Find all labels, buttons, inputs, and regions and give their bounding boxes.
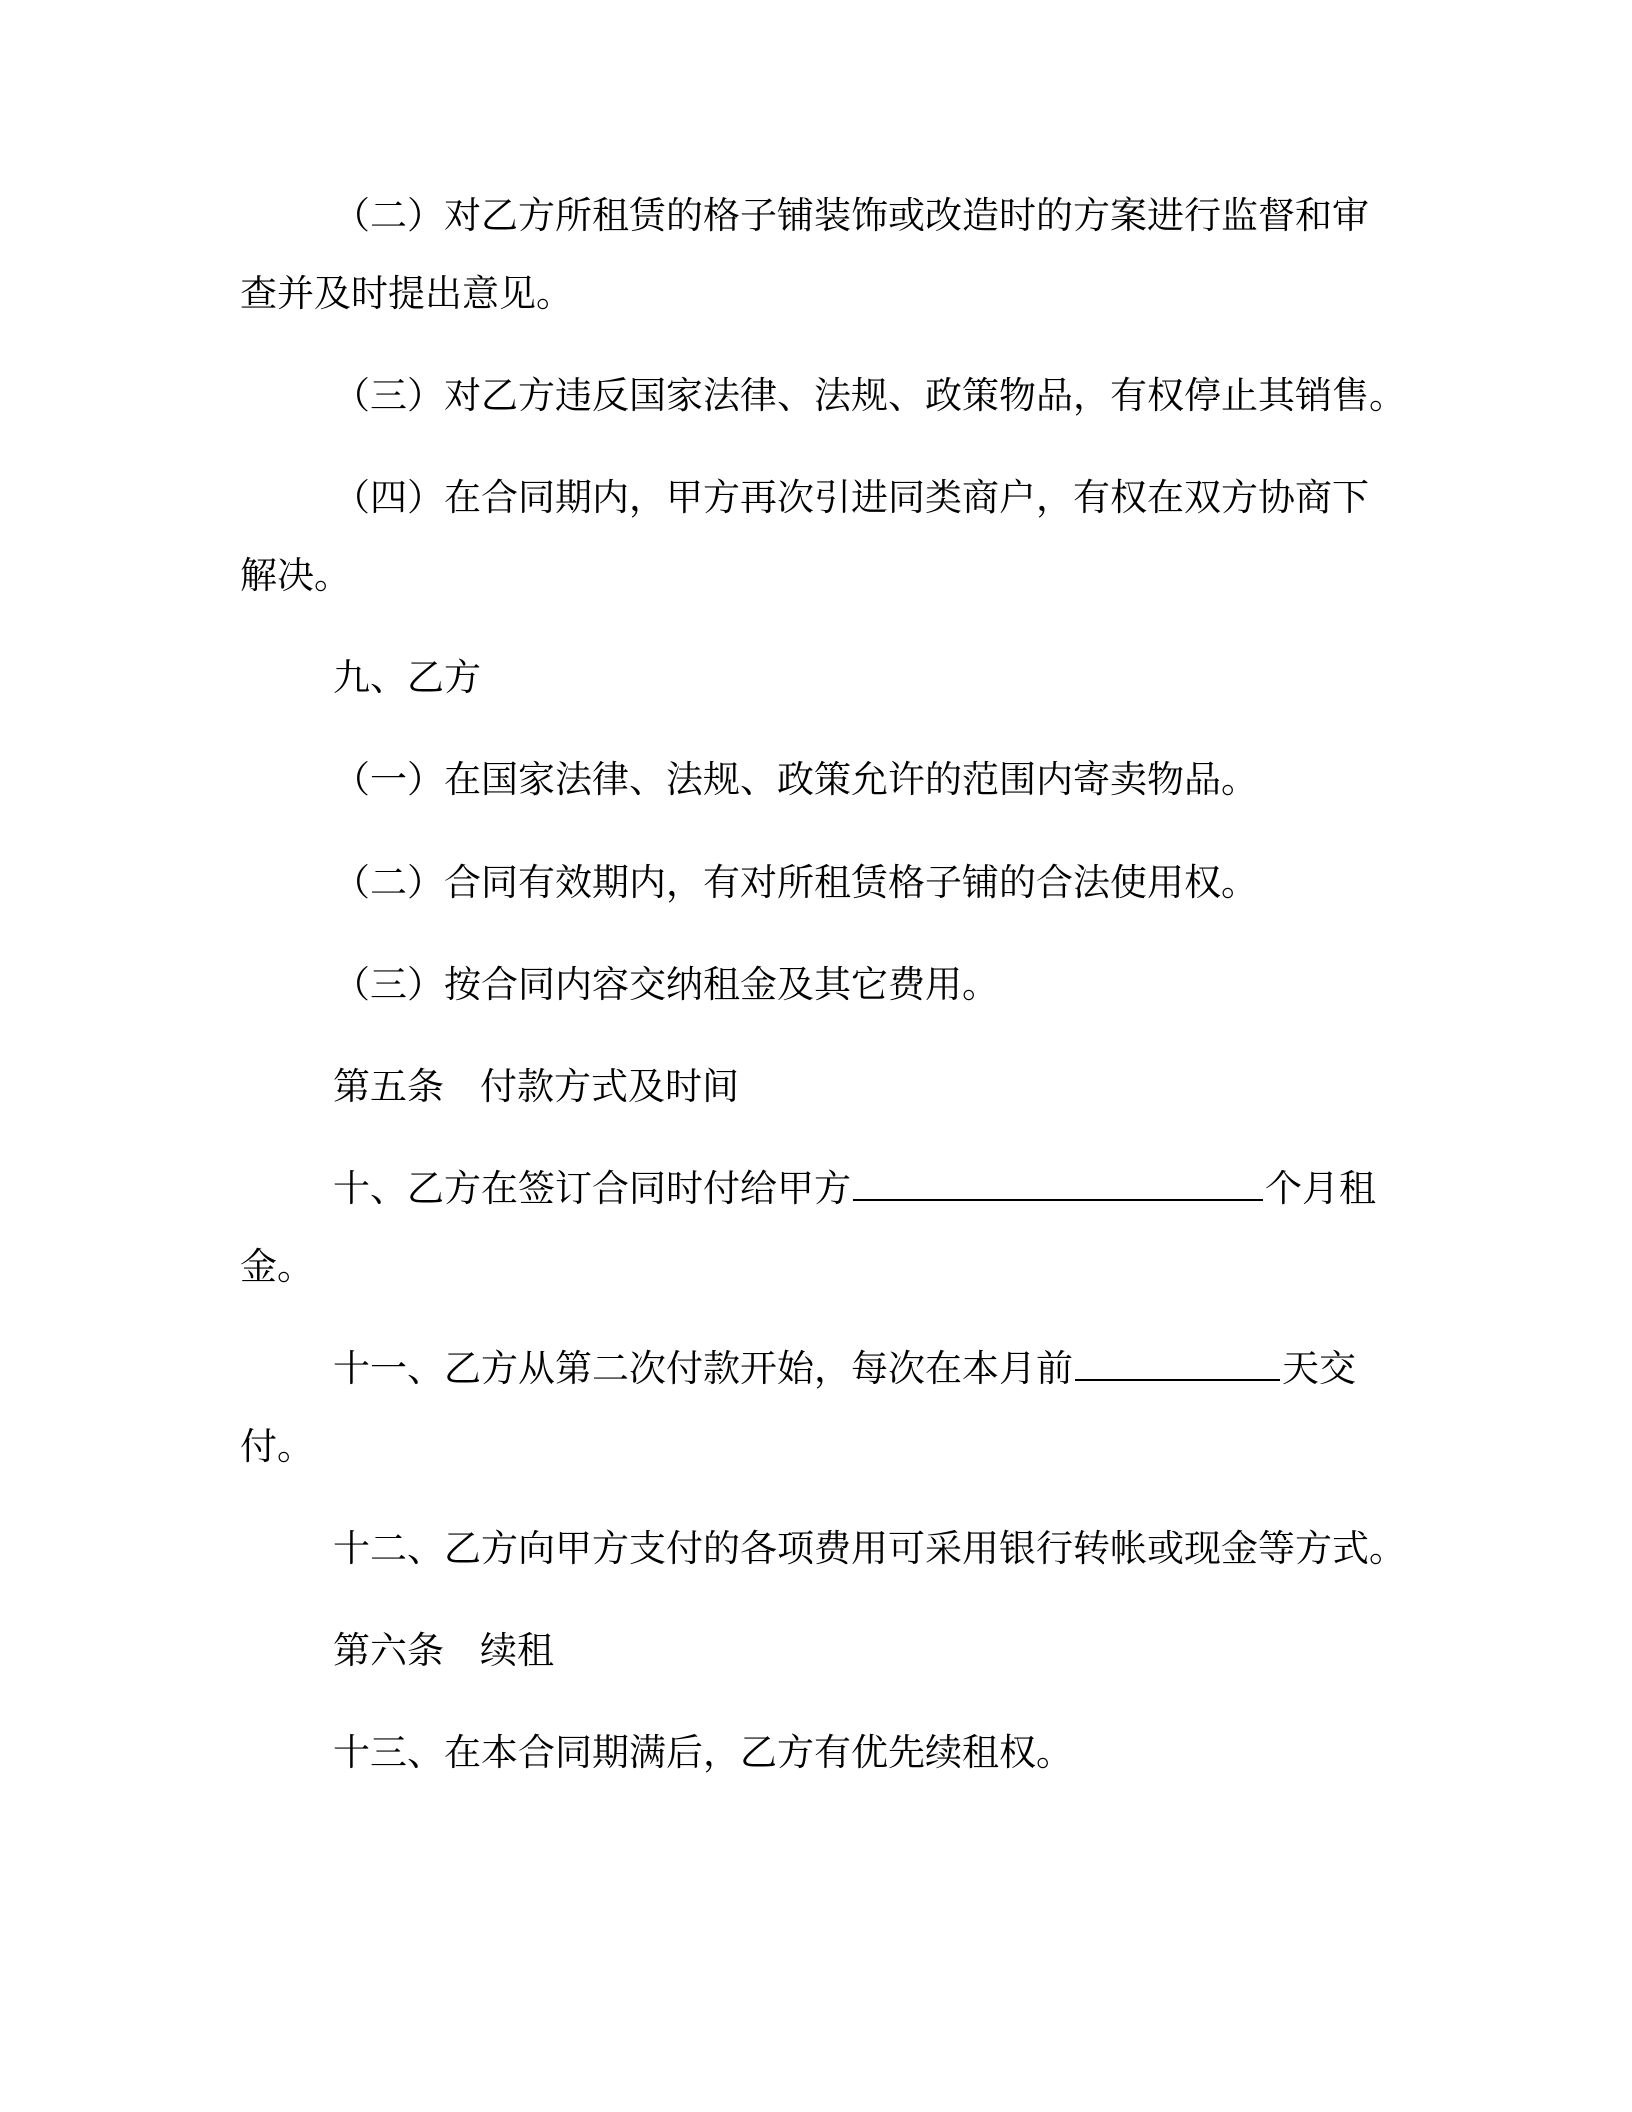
clause-text: 个月租	[1265, 1167, 1376, 1210]
paragraph-line: （二）合同有效期内，有对所租赁格子铺的合法使用权。	[333, 861, 1258, 904]
article-heading	[333, 1063, 1413, 1111]
fill-in-blank	[1075, 1349, 1280, 1381]
paragraph-line: （一）在国家法律、法规、政策允许的范围内寄卖物品。	[333, 758, 1258, 801]
paragraph-line: 查并及时提出意见。	[240, 272, 573, 315]
paragraph-line: 十二、乙方向甲方支付的各项费用可采用银行转帐或现金等方式。	[333, 1527, 1406, 1570]
paragraph-line: 金。	[240, 1245, 314, 1288]
paragraph-line	[333, 1165, 1413, 1213]
article-title: 续租	[480, 1629, 554, 1672]
paragraph-line: 十三、在本合同期满后，乙方有优先续租权。	[333, 1731, 1073, 1774]
paragraph-line: （二）对乙方所租赁的格子铺装饰或改造时的方案进行监督和审	[333, 194, 1369, 237]
article-number: 第六条	[333, 1629, 444, 1672]
paragraph-line: 解决。	[240, 554, 351, 597]
article-title: 付款方式及时间	[480, 1065, 739, 1108]
paragraph-line: （三）按合同内容交纳租金及其它费用。	[333, 963, 999, 1006]
clause-text: 天交	[1282, 1347, 1356, 1390]
fill-in-blank	[853, 1169, 1263, 1201]
paragraph-line	[333, 1345, 1413, 1393]
paragraph-line: 付。	[240, 1425, 314, 1468]
section-heading: 九、乙方	[333, 656, 481, 699]
clause-text: 十一、乙方从第二次付款开始，每次在本月前	[333, 1347, 1073, 1390]
clause-text: 十、乙方在签订合同时付给甲方	[333, 1167, 851, 1210]
paragraph-line: （三）对乙方违反国家法律、法规、政策物品，有权停止其销售。	[333, 374, 1406, 417]
article-number: 第五条	[333, 1065, 444, 1108]
paragraph-line: （四）在合同期内，甲方再次引进同类商户，有权在双方协商下	[333, 476, 1369, 519]
article-heading	[333, 1627, 1413, 1675]
